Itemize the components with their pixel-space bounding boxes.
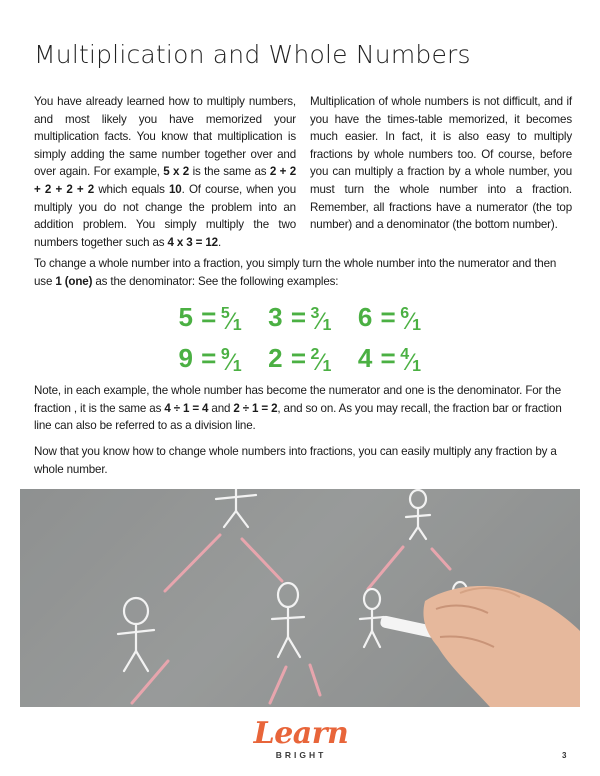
text-run: is the same as [189, 165, 270, 179]
example-whole: 2 = [268, 343, 307, 373]
bold-text-run: 5 x 2 [163, 165, 190, 179]
text-run: and [208, 401, 234, 415]
bold-text-run: 2 + 2 + 2 + 2 + 2 [34, 165, 296, 196]
fraction-slash: ⁄ [318, 349, 324, 376]
example-whole: 6 = [357, 302, 397, 332]
example-fraction [268, 343, 332, 377]
text-run: Note, in each example, the whole number has become the numerator and one is the denominator. For the fraction , it is the same as [34, 384, 562, 415]
closing-paragraph [34, 443, 566, 478]
fraction [310, 305, 332, 336]
fraction-numerator: 3 [310, 305, 320, 322]
intro-column-left [34, 93, 296, 251]
text-run: Now that you know how to change whole numbers into fractions, you can easily multiply any fraction by a whole number. [34, 445, 557, 476]
change-instructions-paragraph [34, 255, 566, 290]
fraction [220, 346, 243, 377]
bold-text-run: 1 (one) [55, 274, 93, 288]
logo-subtitle: BRIGHT [275, 750, 327, 760]
page-number: 3 [562, 751, 567, 760]
example-fraction [358, 343, 422, 377]
example-whole: 4 = [357, 343, 397, 373]
text-run: , and so on. As you may recall, the fraction bar or fraction line can also be referred to as a division line. [34, 401, 562, 433]
fraction-numerator: 6 [400, 305, 410, 322]
text-run: Multiplication of whole numbers is not difficult, and if you have the times-table memorized, it becomes much easier. In fact, it is also easy to multiply fractions by whole numbers too. Of course, before you can multiply a fraction by a whole number, you must turn the whole number into a fraction. Remember, all fractions have a numerator (the top number) and a denominator (the bottom number). [310, 95, 572, 232]
examples-row-2 [0, 343, 600, 377]
bold-text-run: 4 ÷ 1 = 4 [164, 401, 209, 415]
fraction-denominator: 1 [322, 358, 332, 375]
fraction-numerator: 5 [220, 305, 231, 322]
chalkboard-photo [20, 489, 580, 707]
bold-text-run: 2 ÷ 1 = 2 [233, 401, 278, 415]
text-run: You have already learned how to multiply numbers, and most likely you have memorized your multiplication facts. You know that multiplication is simply adding the same number together over and over again. For example, [34, 95, 296, 179]
note-paragraph [34, 382, 566, 435]
fraction-denominator: 1 [232, 358, 243, 375]
fraction-numerator: 4 [400, 346, 410, 363]
fraction-denominator: 1 [412, 317, 422, 334]
chalkboard-illustration [20, 489, 580, 707]
examples-row-1 [0, 302, 600, 336]
fraction-slash: ⁄ [408, 308, 414, 335]
fraction-slash: ⁄ [318, 308, 324, 335]
page-title: Multiplication and Whole Numbers [34, 40, 471, 69]
example-whole: 9 = [178, 343, 217, 373]
bold-text-run: 4 x 3 = 12 [167, 235, 218, 249]
text-run: . [217, 235, 222, 249]
learn-bright-logo [236, 718, 366, 768]
text-run: . Of course, when you multiply you do not change the problem into an addition problem. You simply multiply the two numbers together such as [34, 182, 296, 249]
example-fraction [178, 343, 242, 377]
fraction-slash: ⁄ [229, 308, 234, 335]
text-run: as the denominator: See the following examples: [92, 274, 339, 288]
fraction-denominator: 1 [232, 317, 243, 334]
logo-wordmark: Learn [253, 716, 349, 751]
fraction [400, 346, 422, 377]
example-whole: 3 = [268, 302, 307, 332]
example-fraction [178, 302, 242, 336]
example-whole: 5 = [178, 302, 217, 332]
bold-text-run: 10 [169, 182, 182, 196]
text-run: which equals [94, 182, 169, 196]
fraction-denominator: 1 [412, 358, 422, 375]
fraction-slash: ⁄ [229, 349, 234, 376]
fraction-numerator: 9 [220, 346, 231, 363]
fraction-slash: ⁄ [408, 349, 414, 376]
intro-column-right [310, 93, 572, 234]
example-fraction [358, 302, 422, 336]
fraction [400, 305, 422, 336]
example-fraction [268, 302, 332, 336]
fraction [220, 305, 243, 336]
fraction-numerator: 2 [310, 346, 320, 363]
fraction [310, 346, 332, 377]
fraction-denominator: 1 [322, 317, 332, 334]
text-run: To change a whole number into a fraction, you simply turn the whole number into the numerator and then use [34, 257, 557, 288]
